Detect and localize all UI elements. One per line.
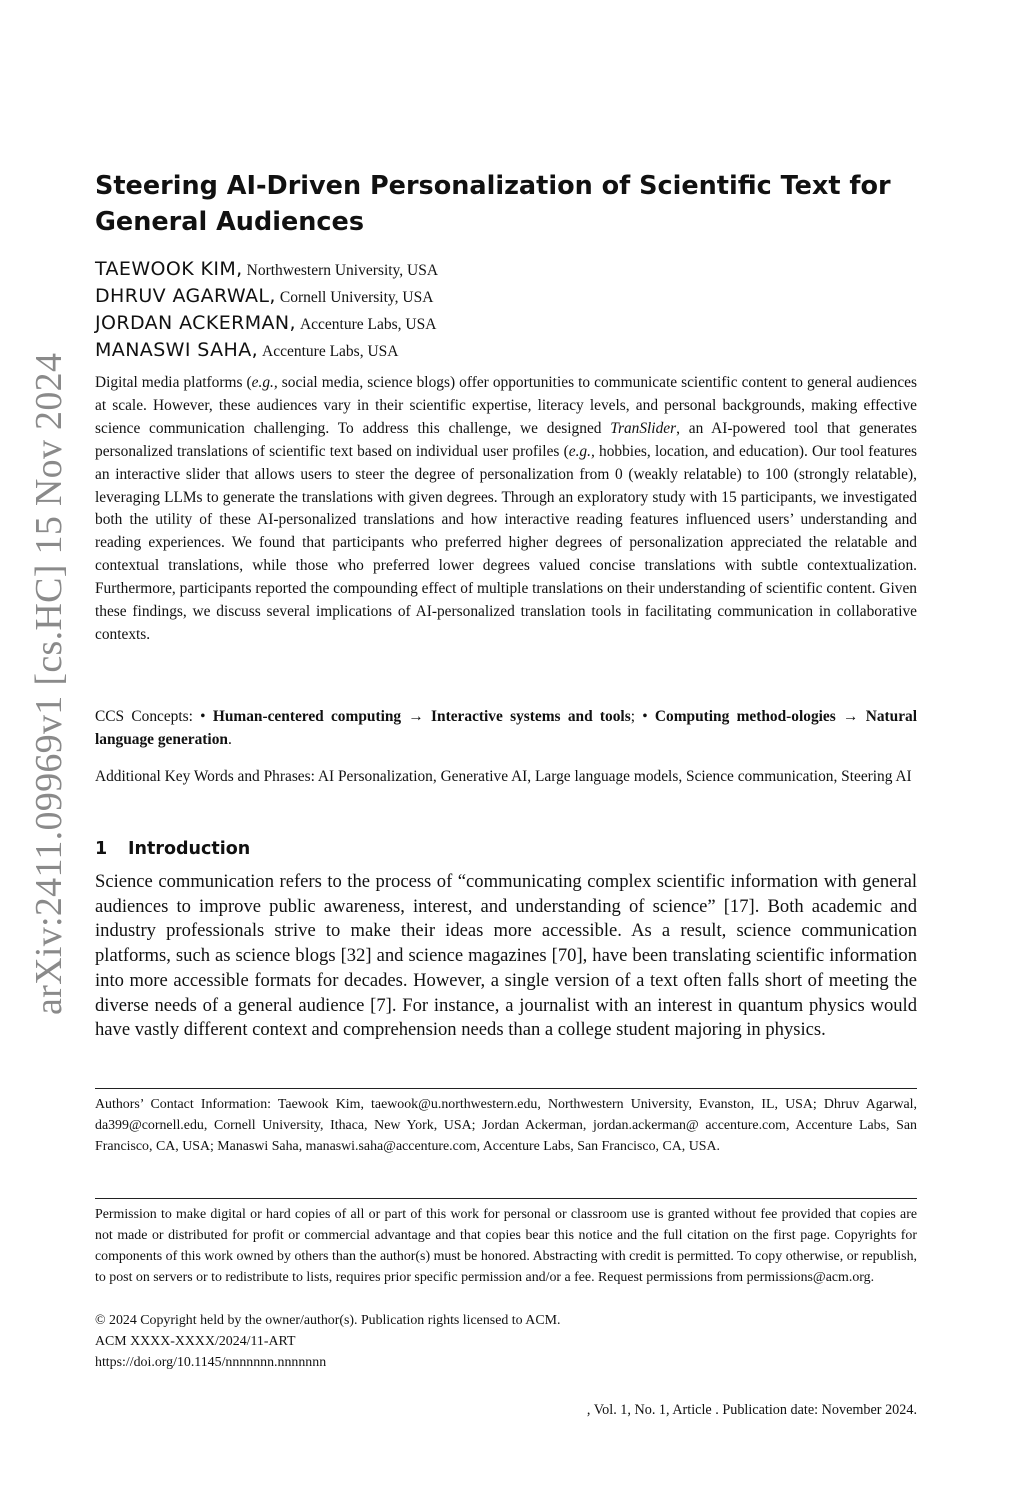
ccs-concept: Computing method-ologies: [654, 708, 836, 725]
section-number: 1: [95, 839, 108, 859]
author-entry: [95, 256, 915, 283]
author-entry: [95, 283, 915, 310]
author-name: TAEWOOK KIM,: [95, 258, 243, 280]
ccs-concept: Human-centered computing: [212, 708, 402, 725]
copyright-notice: © 2024 Copyright held by the owner/author(s). Publication rights licensed to ACM.: [95, 1313, 561, 1328]
keywords: Additional Key Words and Phrases: AI Personalization, Generative AI, Large language models, Science communication, Steering AI: [95, 768, 912, 785]
author-affiliation: Accenture Labs, USA: [299, 316, 437, 333]
author-entry: [95, 310, 915, 337]
author-name: JORDAN ACKERMAN,: [95, 312, 296, 334]
publication-info: , Vol. 1, No. 1, Article . Publication date: November 2024.: [586, 1402, 917, 1418]
permission-notice: Permission to make digital or hard copies of all or part of this work for personal or classroom use is granted without fee provided that copies are not made or distributed for profit or commercial advantage and that copies bear this notice and the full citation on the first page. Copyrights for components of this work owned by others than the author(s) must be honored. Abstracting with credit is permitted. To copy otherwise, or republish, to post on servers or to redistribute to lists, requires prior specific permission and/or a fee. Request permissions from permissions@acm.org.: [95, 1207, 917, 1285]
tool-name: TranSlider: [610, 419, 677, 437]
acm-reference: ACM XXXX-XXXX/2024/11-ART: [95, 1334, 296, 1349]
author-list: [95, 256, 915, 364]
ccs-concept: Natural language generation: [95, 708, 918, 748]
abstract-text: , an AI-powered tool that generates personalized translations of scientific text based on individual user profiles (: [95, 419, 917, 460]
ccs-end: .: [227, 730, 232, 748]
author-affiliation: Accenture Labs, USA: [262, 343, 399, 360]
introduction-paragraph: Science communication refers to the process of “communicating complex scientific information with general audiences to improve public awareness, interest, and understanding of science” [17]. Both academic and industry professionals strive to make their ideas more accessible. As a result, science communication platforms, such as science blogs [32] and science magazines [70], have been translating scientific information into more accessible formats for decades. However, a single version of a text often falls short of meeting the diverse needs of a general audience [7]. For instance, a journalist with an interest in quantum physics would have vastly different context and comprehension needs than a college student majoring in physics.: [95, 871, 917, 1041]
contact-information: Authors’ Contact Information: Taewook Kim, taewook@u.northwestern.edu, Northwestern University, Evanston, IL, USA; Dhruv Agarwal, da399@cornell.edu, Cornell University, Ithaca, New York, USA; Jordan Ackerman, jordan.ackerman@ accenture.com, Accenture Labs, San Francisco, CA, USA; Manaswi Saha, manaswi.saha@accenture.com, Accenture Labs, San Francisco, CA, USA.: [95, 1097, 917, 1154]
abstract-italic: e.g.,: [251, 374, 278, 391]
author-name: DHRUV AGARWAL,: [95, 285, 276, 307]
ccs-concept: Interactive systems and tools: [431, 708, 631, 725]
abstract-text: social media, science blogs) offer opportunities to communicate scientific content to general audiences at scale. However, these audiences vary in their scientific expertise, literacy levels, and personal backgrounds, making effective science communication challenging. To address this challenge, we designed: [95, 374, 917, 437]
author-affiliation: Northwestern University, USA: [246, 262, 439, 279]
doi-link[interactable]: https://doi.org/10.1145/nnnnnnn.nnnnnnn: [95, 1355, 327, 1370]
ccs-arrow: →: [401, 708, 432, 725]
paper-title: Steering AI-Driven Personalization of Scientific Text for General Audiences: [95, 171, 891, 237]
footnote-divider: [95, 1088, 917, 1089]
footnote-divider: [95, 1198, 917, 1199]
abstract-italic: e.g.,: [568, 442, 595, 460]
ccs-arrow: →: [835, 708, 866, 725]
author-entry: [95, 337, 915, 364]
abstract-text: Digital media platforms (: [95, 374, 252, 391]
arxiv-stamp: arXiv:2411.09969v1 [cs.HC] 15 Nov 2024: [28, 352, 70, 1015]
ccs-separator: ; •: [630, 708, 648, 725]
ccs-concepts: [95, 706, 917, 752]
author-name: MANASWI SAHA,: [95, 339, 259, 361]
author-affiliation: Cornell University, USA: [279, 289, 434, 306]
section-heading: [95, 839, 250, 859]
abstract: [95, 372, 917, 647]
abstract-text: hobbies, location, and education). Our tool features an interactive slider that allows users to steer the degree of personalization from 0 (weakly relatable) to 100 (strongly relatable), leveraging LLMs to generate the translations with given degrees. Through an exploratory study with 15 participants, we investigated both the utility of these AI-personalized translations and how interactive reading features influenced users’ understanding and reading experiences. We found that participants who preferred higher degrees of personalization appreciated the relatable and contextual translations, while those who preferred lower degrees valued concise translations with subtle contextualization. Furthermore, participants reported the compounding effect of multiple translations on their understanding of scientific content. Given these findings, we discuss several implications of AI-personalized translation tools in facilitating communication in collaborative contexts.: [95, 442, 918, 643]
section-title: Introduction: [128, 839, 251, 859]
ccs-label: CCS Concepts: •: [95, 708, 206, 725]
